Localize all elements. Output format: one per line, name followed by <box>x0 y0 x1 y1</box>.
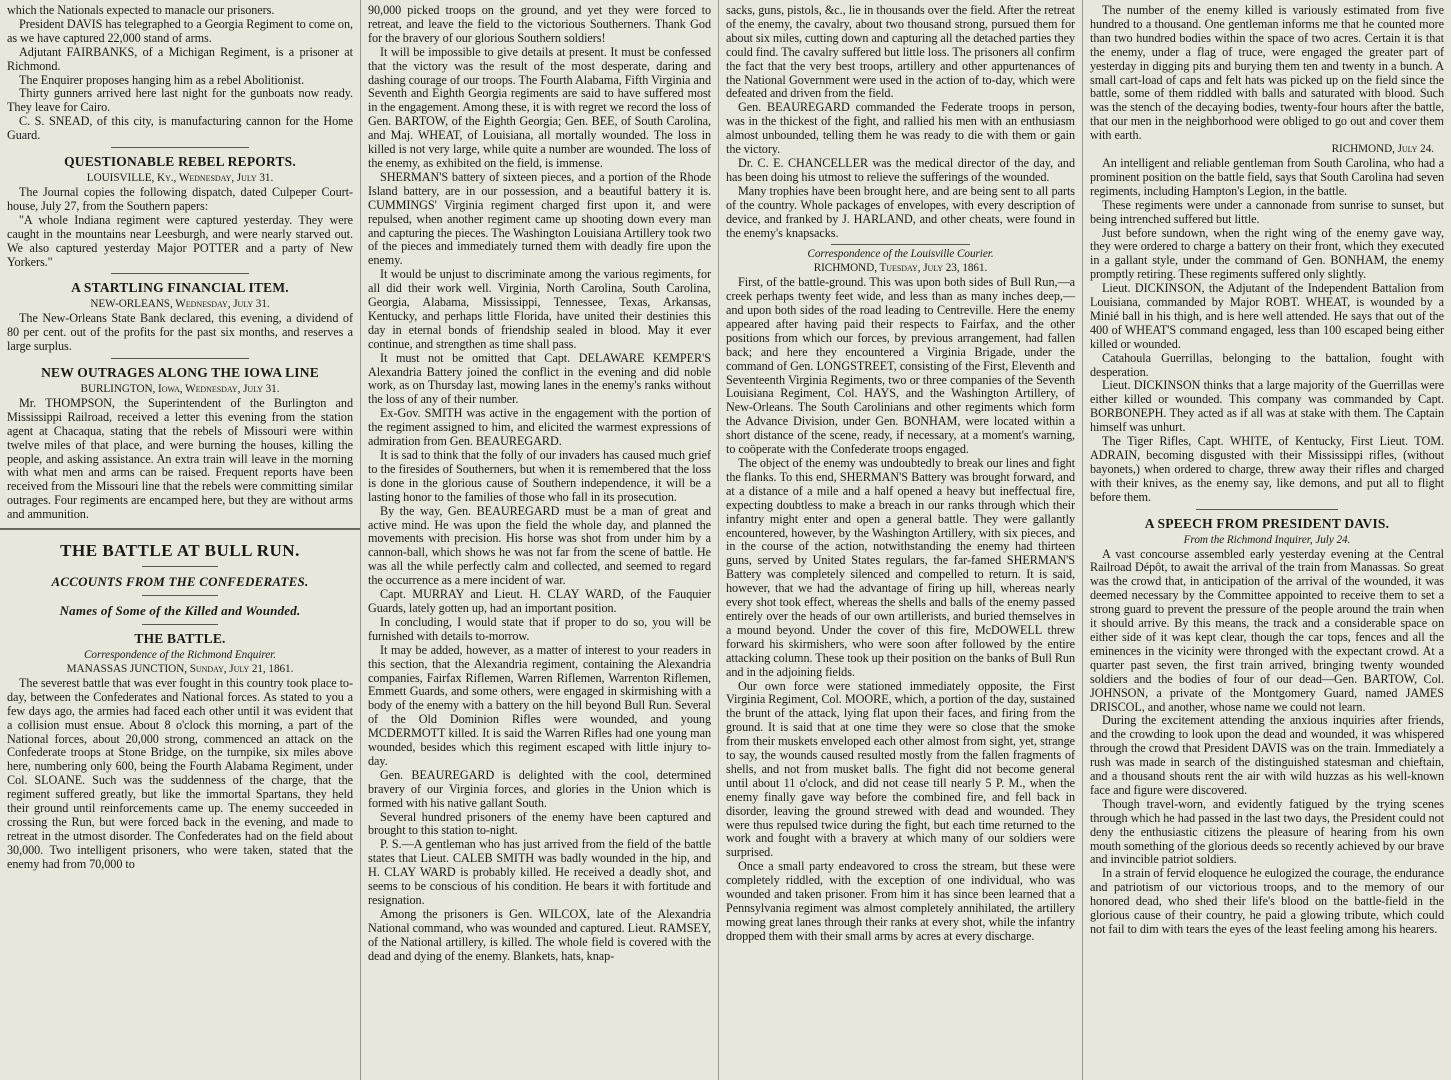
article-paragraph: An intelligent and reliable gentleman from South Carolina, who had a prominent position on the battle field, says that South Carolina had seven regiments, including Hampton's Legion, in the battle. <box>1090 155 1444 198</box>
article-paragraph: Lieut. DICKINSON, the Adjutant of the Independent Battalion from Louisiana, commanded by Major ROBT. WHEAT, is wounded by a Minié ball in his thigh, and is here well attended. He says that out of the 400 of WHEAT'S command engaged, less than 100 escaped being either killed or wounded. <box>1090 281 1444 351</box>
headline: THE BATTLE. <box>134 631 226 647</box>
article-paragraph: In concluding, I would state that if proper to do so, you will be furnished with details to-morrow. <box>368 614 711 643</box>
article-paragraph: First, of the battle-ground. This was upon both sides of Bull Run,—a creek perhaps twenty feet wide, and less than as many inches deep,—and upon both sides of the road leading to Centreville. Here the enemy appeared after having paid their respects to Fairfax, and the other positions from which our forces, by previous arrangement, had fallen back; and here they encountered a Virginia Brigade, under the command of Gen. LONGSTREET, consisting of the First, Eleventh and Seventeenth Virginia Regiments, two or three companies of the Seventh Louisiana Regiment, Col. HAYS, and the Washington Artillery, of New-Orleans. The South Carolinians and other regiments which form the Advance Division, under Gen. BONHAM, were located within a short distance of the scene, ready, if necessary, at a moment's warning, to coöperate with the Confederate troops engaged. <box>726 275 1075 457</box>
article-paragraph: Once a small party endeavored to cross the stream, but these were completely riddled, with the exception of one individual, who was wounded and taken prisoner. From him it has since been learned that a Pennsylvania regiment was almost completely annihilated, the artillery mowing great lanes through their ranks at every shot, while the infantry dropped them with their small arms by acres at every discharge. <box>726 859 1075 943</box>
article-paragraph: Dr. C. E. CHANCELLER was the medical director of the day, and has been doing his utmost to relieve the sufferings of the wounded. <box>726 155 1075 184</box>
article-paragraph: The Enquirer proposes hanging him as a rebel Abolitionist. <box>19 72 305 87</box>
byline: Correspondence of the Richmond Enquirer. <box>84 649 276 662</box>
headline: Names of Some of the Killed and Wounded. <box>59 603 301 619</box>
article-paragraph: The New-Orleans State Bank declared, this evening, a dividend of 80 per cent. out of the profits for the past six months, and reserves a large surplus. <box>7 311 353 354</box>
headline: QUESTIONABLE REBEL REPORTS. <box>64 154 296 170</box>
article-paragraph: sacks, guns, pistols, &c., lie in thousands over the field. After the retreat of the enemy, the cavalry, about two thousand strong, pursued them for about six miles, cutting down and capturing all the detached parties they could find. The cavalry suffered but little loss. The prisoners all confirm the fact that the very best troops, artillery and other appurtenances of the National Government were used in the action of to-day, which were defeated and driven from the field. <box>726 3 1076 101</box>
article-paragraph: It would be unjust to discriminate among the various regiments, for all did their work well. Virginia, North Carolina, South Carolina, Georgia, Alabama, Mississippi, Tennessee, Texas, Arkansas, Kentucky, and perhaps little Florida, have united their destinies this day in eternal bonds of friendship sealed in blood. May it ever continue, and strengthen as time shall pass. <box>368 267 711 351</box>
dateline: LOUISVILLE, Ky., Wednesday, July 31. <box>86 172 274 185</box>
article-paragraph: It will be impossible to give details at present. It must be confessed that the victory was the result of the most desperate, daring and dashing courage of our troops. The Fourth Alabama, Fifth Virginia and Seventh and Eighth Georgia regiments are said to have suffered most in the engagement. Among these, it is with regret we record the loss of Gen. BARTOW, of the Eighth Georgia; Gen. BEE, of South Carolina, and Maj. WHEAT, of Louisiana, all mortally wounded. The loss in killed is not very large, while quite a number are wounded. The loss of the enemy, as exhibited on the field, is immense. <box>368 44 711 170</box>
section-rule <box>1196 509 1338 510</box>
headline: NEW OUTRAGES ALONG THE IOWA LINE <box>41 365 319 381</box>
column-4 <box>1083 0 1451 1080</box>
article-paragraph: Several hundred prisoners of the enemy have been captured and brought to this station to-night. <box>368 809 711 838</box>
article-paragraph: "A whole Indiana regiment were captured yesterday. They were caught in the mountains near Leesburgh, and were nearly starved out. We also captured yesterday Major POTTER and a party of New Yorkers." <box>7 212 353 269</box>
article-paragraph: Mr. THOMPSON, the Superintendent of the Burlington and Mississippi Railroad, received a letter this evening from the station agent at Chacaqua, stating that the rebels of Missouri were within twelve miles of that place, and were burning the houses, killing the people, and asking assistance. An extra train will leave in the morning with what men and arms can be raised. Frequent reports have been received from the Missouri line that the rebels were committing similar outrages. Four regiments are encamped here, but they are without arms and ammunition. <box>7 395 353 522</box>
article-paragraph: During the excitement attending the anxious inquiries after friends, and the crowding to look upon the dead and wounded, it was whispered through the crowd that President DAVIS was on the train. Immediately a rush was made in search of the distinguished statesman and chieftain, and a thousand shouts rent the air with wild huzzas as his well-known face and figure were discovered. <box>1090 713 1444 797</box>
headline: THE BATTLE AT BULL RUN. <box>60 541 300 561</box>
article-paragraph: Many trophies have been brought here, and are being sent to all parts of the country. Whole packages of envelopes, with every description of device, and franked by J. HARLAND, and other cheats, were found in the enemy's knapsacks. <box>726 183 1075 240</box>
dateline: NEW-ORLEANS, Wednesday, July 31. <box>90 298 270 311</box>
dateline: RICHMOND, Tuesday, July 23, 1861. <box>813 262 988 275</box>
article-paragraph: The Journal copies the following dispatch, dated Culpeper Court-house, July 27, from the Southern papers: <box>7 184 353 213</box>
article-paragraph: The number of the enemy killed is variously estimated from five hundred to a thousand. One gentleman informs me that he counted more than two hundred bodies within the space of two acres. Certain it is that the enemy, under a flag of truce, were engaged the greater part of yesterday in digging pits and burying them ten and twenty in a bunch. A small cart-load of caps and felt hats was picked up on the field since the battle, some of them riddled with balls and saturated with blood. Such was the stench of the decaying bodies, twenty-four hours after the battle, that our men in the neighborhood were obliged to go out and cover them with earth. <box>1090 3 1444 143</box>
article-paragraph: Capt. MURRAY and Lieut. H. CLAY WARD, of the Fauquier Guards, lately gotten up, had an important position. <box>368 587 711 615</box>
article-paragraph: Thirty gunners arrived here last night for the gunboats now ready. They leave for Cairo. <box>7 86 353 115</box>
section-rule <box>142 566 218 567</box>
article-paragraph: Lieut. DICKINSON thinks that a large majority of the Guerrillas were either killed or wounded. This company was commanded by Capt. BORBONEPH. They acted as if all was at stake with them. The Captain himself was unhurt. <box>1090 378 1444 435</box>
article-paragraph: P. S.—A gentleman who has just arrived from the field of the battle states that Lieut. CALEB SMITH was badly wounded in the hip, and H. CLAY WARD is probably killed. He received a deadly shot, and seems to be conscious of his condition. He bears it with fortitude and resignation. <box>368 837 711 907</box>
article-paragraph: It may be added, however, as a matter of interest to your readers in this section, that the Alexandria regiment, containing the Alexandria companies, Fairfax Riflemen, Warren Riflemen, Warrenton Riflemen, Emmett Guards, and some others, were engaged in skirmishing with a body of the enemy with a battery on the hill beyond Bull Run. Several of the Old Dominion Rifles were wounded, and young MCDERMOTT killed. It is said the Warren Rifles had one young man wounded, besides which this regiment escaped with little injury to-day. <box>368 642 711 768</box>
article-paragraph: A vast concourse assembled early yesterday evening at the Central Railroad Dépôt, to await the arrival of the train from Manassas. So great was the crowd that, in anticipation of the arrival of the wounded, it was deemed necessary by the Committee appointed to receive them to set a strong guard to prevent the pressure of the people around the train when it should arrive. By this means, the track and a considerable space on either side of it was kept clear, though the car tops, fences and all the eminences in the vicinity were thronged with the expectant crowd. At a quarter past seven, the first train arrived, bringing twenty wounded soldiers and the bodies of four of our dead—Gen. BARTOW, Col. JOHNSON, a private of the Montgomery Guard, named JAMES DRISCOL, and another, whose name we could not learn. <box>1090 546 1444 714</box>
section-rule <box>111 273 249 274</box>
headline: ACCOUNTS FROM THE CONFEDERATES. <box>51 574 309 590</box>
dateline: MANASSAS JUNCTION, Sunday, July 21, 1861. <box>66 663 294 675</box>
column-1 <box>0 0 361 1080</box>
article-paragraph: It must not be omitted that Capt. DELAWARE KEMPER'S Alexandria Battery joined the conflict in the evening and did noble work, as on Thursday last, mowing lanes in the enemy's ranks without the loss of any of their number. <box>368 350 711 407</box>
article-paragraph: By the way, Gen. BEAUREGARD must be a man of great and active mind. He was upon the field the whole day, and planned the movements with precision. His horse was shot from under him by a cannon-ball, which shows he was not far from the scene of battle. He was all the while perfectly calm and collected, and seemed to regard the occurrence as a mere incident of war. <box>368 503 711 588</box>
article-paragraph: These regiments were under a cannonade from sunrise to sunset, but being intrenched suffered but little. <box>1090 197 1444 226</box>
article-paragraph: Our own force were stationed immediately opposite, the First Virginia Regiment, Col. MOORE, which, a portion of the day, sustained the brunt of the attack, lying flat upon their faces, and firing from the ground. It is said that at one time they were so close that the smoke from their muskets enveloped each other almost from sight, yet, strange to say, the wounds caused resulted mostly from the fallen fragments of shells, and not from musket balls. The fight did not become general until about 11 o'clock, and did not cease till nearly 5 P. M., when the enemy finally gave way before the combined fire, and fell back in disorder, leaving the ground strewed with dead and wounded. They were thus repulsed twice during the fight, but each time returned to the work and fought with a bravery at which many of our soldiers were surprised. <box>726 678 1075 860</box>
column-3 <box>719 0 1083 1080</box>
article-paragraph: Adjutant FAIRBANKS, of a Michigan Regiment, is a prisoner at Richmond. <box>7 44 353 73</box>
article-paragraph: President DAVIS has telegraphed to a Georgia Regiment to come on, as we have captured 22,000 stand of arms. <box>7 16 353 45</box>
article-paragraph: Ex-Gov. SMITH was active in the engagement with the portion of the regiment assigned to him, and elicited the warmest expressions of admiration from Gen. BEAUREGARD. <box>368 406 711 449</box>
headline: A SPEECH FROM PRESIDENT DAVIS. <box>1144 515 1390 531</box>
section-rule <box>142 595 218 596</box>
article-paragraph: The Tiger Rifles, Capt. WHITE, of Kentucky, First Lieut. TOM. ADRAIN, becoming disgusted with their Mississippi rifles, (without bayonets,) when ordered to charge, threw away their rifles and charged with their knives, as the enemy say, like demons, and put all to flight before them. <box>1090 434 1444 504</box>
article-paragraph: Gen. BEAUREGARD is delighted with the cool, determined bravery of our Virginia forces, and glories in the Union which is formed with his native gallant South. <box>368 767 711 810</box>
headline: A STARTLING FINANCIAL ITEM. <box>71 280 289 296</box>
dateline: RICHMOND, July 24. <box>1331 143 1434 156</box>
article-paragraph: which the Nationals expected to manacle our prisoners. <box>7 3 275 17</box>
article-paragraph: SHERMAN'S battery of sixteen pieces, and a portion of the Rhode Island battery, are in our possession, and a beautiful battery it is. CUMMINGS' Virginia regiment charged first upon it, and were repulsed, when another regiment came up shooting down every man and capturing the pieces. The Washington Louisiana Artillery took two of the pieces and immediately turned them with deadly fire upon the enemy. <box>368 169 711 268</box>
article-paragraph: 90,000 picked troops on the ground, and yet they were forced to retreat, and leave the field to the victorious Southerners. Thank God for the bravery of our glorious Southern soldiers! <box>368 3 711 45</box>
article-paragraph: Though travel-worn, and evidently fatigued by the trying scenes through which he had passed in the last two days, the President could not deny the enthusiastic citizens the pleasure of hearing from his own mouth something of the glorious deeds so recently achieved by our brave and invincible patriot soldiers. <box>1090 796 1444 867</box>
section-rule <box>831 244 971 245</box>
article-paragraph: Gen. BEAUREGARD commanded the Federate troops in person, was in the thickest of the fight, and rallied his men with an enthusiasm almost unbounded, telling them he was ready to die with them or gain the victory. <box>726 100 1075 157</box>
article-paragraph: The severest battle that was ever fought in this country took place to-day, between the Confederates and National forces. As stated to you a few days ago, the armies had faced each other until it was evident that a collision must ensue. About 8 o'clock this morning, a part of the National forces, about 20,000 strong, commenced an attack on the Confederate troops at Stone Bridge, on the turnpike, six miles above here, numbering only 600, being the Fourth Alabama Regiment, under Col. SLOANE. Such was the suddenness of the charge, that the regiment suffered greatly, but like the immortal Spartans, they held their ground until reinforcements came up. The enemy succeeded in crossing the Run, but were forced back in the evening, and made to retreat in the utmost disorder. The Confederates had on the field about 30,000. Two intelligent prisoners, who were taken, stated that the enemy had from 70,000 to <box>7 675 353 871</box>
article-paragraph: C. S. SNEAD, of this city, is manufacturing cannon for the Home Guard. <box>7 114 353 143</box>
section-rule <box>111 358 249 359</box>
column-2 <box>361 0 719 1080</box>
article-paragraph: Just before sundown, when the right wing of the enemy gave way, they were ordered to charge a battery on their front, which they executed in a gallant style, under the command of Gen. BONHAM, the enemy promptly retiring. These regiments suffered only slightly. <box>1090 225 1444 282</box>
article-paragraph: It is sad to think that the folly of our invaders has caused much grief to the firesides of Southerners, but when it is remembered that the loss is done in the glorious cause of Southern independence, it will be a lasting honor to the families of those who fall in its prosecution. <box>368 448 711 504</box>
article-paragraph: In a strain of fervid eloquence he eulogized the courage, the endurance and patriotism of our victorious troops, and to the memory of our honored dead, who shed their life's blood on the battle-field in the glorious cause of their country, he paid a glowing tribute, which could not fail to dim with tears the eyes of the least feeling among his hearers. <box>1090 866 1444 936</box>
dateline: BURLINGTON, Iowa, Wednesday, July 31. <box>80 383 280 396</box>
byline: From the Richmond Inquirer, July 24. <box>1183 533 1351 546</box>
article-paragraph: Catahoula Guerrillas, belonging to the battalion, fought with desperation. <box>1090 350 1444 379</box>
section-rule <box>142 624 218 625</box>
article-paragraph: The object of the enemy was undoubtedly to break our lines and fight the flanks. To this end, SHERMAN'S Battery was brought forward, and at a distance of a mile and a half opened a heavy but ineffectual fire, expecting doubtless to make a breach in our ranks through which their infantry might enter and open a general battle. They were gallantly encountered, however, by the Washington Artillery, with six pieces, and in the course of the action, notwithstanding the enemy had thirteen guns, served by United States regulars, the far-famed SHERMAN'S Battery was completely silenced and compelled to return. It is said, however, that we had the advantage of firing up hill, whereas nearly every shot took effect, whereas the shells and balls of the enemy passed entirely over the heads of our own artillerists, and buried themselves in a mound beyond. Under the cover of this fire, McDOWELL threw forward his skirmishers, who were soon after followed by the entire attacking column. These took up their position on the banks of Bull Run and in the adjoining fields. <box>726 456 1075 679</box>
byline: Correspondence of the Louisville Courier. <box>807 248 994 261</box>
clipping-seam <box>0 528 360 530</box>
section-rule <box>111 147 249 148</box>
article-paragraph: Among the prisoners is Gen. WILCOX, late of the Alexandria National command, who was wounded and captured. Lieut. RAMSEY, of the National artillery, is killed. The whole field is covered with the dead and dying of the enemy. Blankets, hats, knap- <box>368 906 711 963</box>
